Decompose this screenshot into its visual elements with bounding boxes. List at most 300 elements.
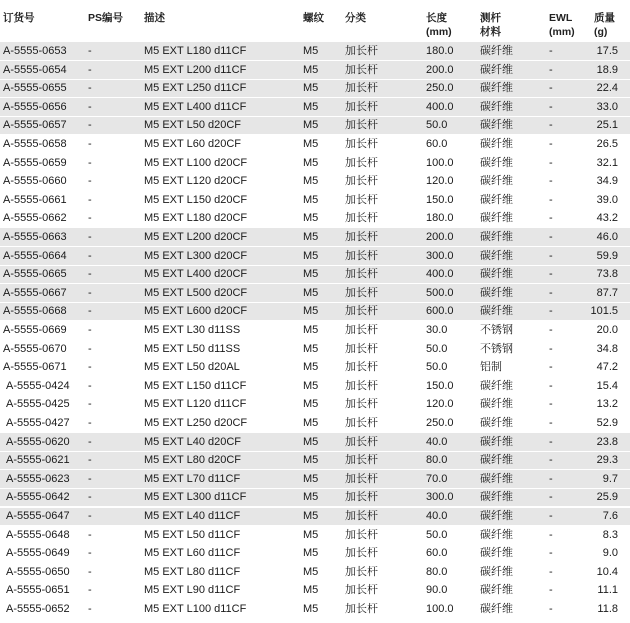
mass-cell: 23.8 [596, 435, 618, 448]
length-cell: 50.0 [426, 361, 448, 374]
order-no-cell: A-5555-0655 [3, 82, 67, 95]
length-cell: 60.0 [426, 138, 448, 150]
material-cell: 碳纤维 [480, 119, 513, 132]
mass-cell: 87.7 [596, 286, 618, 299]
thread-cell: M5 [303, 193, 319, 206]
header-length: 长度 [426, 12, 447, 24]
thread-cell: M5 [303, 379, 319, 392]
description-cell: M5 EXT L80 d11CF [144, 565, 241, 578]
order-no-cell: A-5555-0620 [6, 435, 70, 448]
length-cell: 300.0 [426, 491, 454, 504]
ps-no-cell: - [88, 472, 92, 485]
category-cell: 加长杆 [345, 175, 378, 188]
table-row [0, 321, 630, 339]
order-no-cell: A-5555-0667 [3, 286, 67, 299]
row-divider [0, 488, 630, 489]
length-cell: 200.0 [426, 231, 454, 243]
category-cell: 加长杆 [345, 156, 378, 169]
table-row [0, 526, 630, 544]
thread-cell: M5 [303, 528, 319, 541]
table-row [0, 433, 630, 451]
header-length-unit: (mm) [426, 26, 452, 38]
category-cell: 加长杆 [345, 268, 378, 281]
ps-no-cell: - [88, 565, 92, 578]
mass-cell: 20.0 [596, 324, 618, 336]
mass-cell: 34.9 [596, 175, 618, 188]
ewl-cell: - [549, 82, 553, 95]
thread-cell: M5 [303, 100, 319, 113]
description-cell: M5 EXT L50 d11SS [144, 342, 241, 355]
description-cell: M5 EXT L180 d11CF [144, 45, 247, 57]
order-no-cell: A-5555-0658 [3, 138, 67, 150]
order-no-cell: A-5555-0642 [6, 491, 70, 504]
ps-no-cell: - [88, 435, 92, 448]
thread-cell: M5 [303, 547, 319, 560]
order-no-cell: A-5555-0657 [3, 119, 67, 132]
ewl-cell: - [549, 361, 553, 374]
thread-cell: M5 [303, 565, 319, 578]
table-row [0, 600, 630, 618]
table-row [0, 581, 630, 599]
material-cell: 碳纤维 [480, 175, 513, 188]
material-cell: 碳纤维 [480, 510, 513, 522]
thread-cell: M5 [303, 63, 319, 76]
description-cell: M5 EXT L150 d20CF [144, 193, 248, 206]
ps-no-cell: - [88, 193, 92, 206]
mass-cell: 26.5 [596, 138, 618, 150]
ewl-cell: - [549, 138, 553, 150]
category-cell: 加长杆 [345, 138, 378, 150]
material-cell: 碳纤维 [480, 249, 513, 262]
description-cell: M5 EXT L250 d20CF [144, 417, 248, 429]
description-cell: M5 EXT L400 d20CF [144, 268, 248, 281]
table-row [0, 414, 630, 432]
mass-cell: 9.7 [602, 472, 618, 485]
thread-cell: M5 [303, 324, 319, 336]
header-ewl: EWL [549, 12, 573, 24]
ewl-cell: - [549, 435, 553, 448]
order-no-cell: A-5555-0648 [6, 528, 70, 541]
description-cell: M5 EXT L200 d11CF [144, 63, 247, 76]
thread-cell: M5 [303, 231, 319, 243]
description-cell: M5 EXT L120 d11CF [144, 398, 247, 411]
thread-cell: M5 [303, 361, 319, 374]
ewl-cell: - [549, 305, 553, 318]
header-ps-no: PS编号 [88, 12, 124, 24]
material-cell: 不锈钢 [480, 324, 513, 336]
description-cell: M5 EXT L50 d20AL [144, 361, 240, 374]
length-cell: 80.0 [426, 565, 448, 578]
category-cell: 加长杆 [345, 379, 378, 392]
mass-cell: 39.0 [596, 193, 618, 206]
length-cell: 300.0 [426, 249, 454, 262]
length-cell: 50.0 [426, 119, 448, 132]
category-cell: 加长杆 [345, 528, 378, 541]
material-cell: 铝制 [480, 361, 502, 374]
ewl-cell: - [549, 193, 553, 206]
thread-cell: M5 [303, 286, 319, 299]
table-row [0, 135, 630, 153]
ps-no-cell: - [88, 119, 92, 132]
ewl-cell: - [549, 286, 553, 299]
ewl-cell: - [549, 454, 553, 467]
category-cell: 加长杆 [345, 584, 378, 597]
length-cell: 400.0 [426, 268, 454, 281]
thread-cell: M5 [303, 454, 319, 467]
order-no-cell: A-5555-0650 [6, 565, 70, 578]
mass-cell: 29.3 [596, 454, 618, 467]
thread-cell: M5 [303, 603, 319, 615]
description-cell: M5 EXT L600 d20CF [144, 305, 248, 318]
table-row [0, 209, 630, 227]
table-row [0, 395, 630, 413]
ewl-cell: - [549, 100, 553, 113]
material-cell: 碳纤维 [480, 584, 513, 597]
length-cell: 180.0 [426, 45, 454, 57]
mass-cell: 46.0 [596, 231, 618, 243]
row-divider [0, 283, 630, 284]
length-cell: 150.0 [426, 193, 454, 206]
category-cell: 加长杆 [345, 361, 378, 374]
category-cell: 加长杆 [345, 454, 378, 467]
length-cell: 600.0 [426, 305, 454, 318]
material-cell: 碳纤维 [480, 82, 513, 95]
mass-cell: 101.5 [590, 305, 618, 318]
order-no-cell: A-5555-0621 [6, 454, 70, 467]
mass-cell: 22.4 [596, 82, 618, 95]
description-cell: M5 EXT L150 d11CF [144, 379, 247, 392]
mass-cell: 18.9 [596, 63, 618, 76]
length-cell: 120.0 [426, 175, 454, 188]
ewl-cell: - [549, 417, 553, 429]
row-divider [0, 469, 630, 470]
ps-no-cell: - [88, 454, 92, 467]
row-divider [0, 60, 630, 61]
table-row [0, 377, 630, 395]
mass-cell: 32.1 [596, 156, 618, 169]
length-cell: 180.0 [426, 212, 454, 225]
header-order-no: 订货号 [3, 12, 35, 24]
table-row [0, 191, 630, 209]
mass-cell: 15.4 [596, 379, 618, 392]
material-cell: 碳纤维 [480, 565, 513, 578]
category-cell: 加长杆 [345, 119, 378, 132]
row-divider [0, 116, 630, 117]
ps-no-cell: - [88, 547, 92, 560]
description-cell: M5 EXT L250 d11CF [144, 82, 247, 95]
thread-cell: M5 [303, 175, 319, 188]
material-cell: 碳纤维 [480, 435, 513, 448]
order-no-cell: A-5555-0660 [3, 175, 67, 188]
mass-cell: 25.1 [596, 119, 618, 132]
description-cell: M5 EXT L70 d11CF [144, 472, 241, 485]
length-cell: 40.0 [426, 435, 448, 448]
ewl-cell: - [549, 528, 553, 541]
material-cell: 碳纤维 [480, 417, 513, 429]
length-cell: 150.0 [426, 379, 454, 392]
description-cell: M5 EXT L200 d20CF [144, 231, 248, 243]
ewl-cell: - [549, 268, 553, 281]
material-cell: 碳纤维 [480, 268, 513, 281]
ps-no-cell: - [88, 100, 92, 113]
material-cell: 碳纤维 [480, 138, 513, 150]
ps-no-cell: - [88, 361, 92, 374]
table-row [0, 302, 630, 320]
ps-no-cell: - [88, 603, 92, 615]
category-cell: 加长杆 [345, 286, 378, 299]
category-cell: 加长杆 [345, 231, 378, 243]
material-cell: 碳纤维 [480, 212, 513, 225]
ewl-cell: - [549, 324, 553, 336]
order-no-cell: A-5555-0654 [3, 63, 67, 76]
material-cell: 碳纤维 [480, 547, 513, 560]
length-cell: 200.0 [426, 63, 454, 76]
mass-cell: 17.5 [596, 45, 618, 57]
material-cell: 碳纤维 [480, 603, 513, 615]
header-stylus-material-2: 材料 [480, 26, 501, 38]
ps-no-cell: - [88, 249, 92, 262]
table-row [0, 470, 630, 488]
thread-cell: M5 [303, 305, 319, 318]
length-cell: 250.0 [426, 82, 454, 95]
category-cell: 加长杆 [345, 212, 378, 225]
ps-no-cell: - [88, 584, 92, 597]
length-cell: 250.0 [426, 417, 454, 429]
table-row [0, 358, 630, 376]
category-cell: 加长杆 [345, 435, 378, 448]
category-cell: 加长杆 [345, 398, 378, 411]
category-cell: 加长杆 [345, 193, 378, 206]
order-no-cell: A-5555-0671 [3, 361, 67, 374]
ewl-cell: - [549, 603, 553, 615]
thread-cell: M5 [303, 472, 319, 485]
ps-no-cell: - [88, 342, 92, 355]
mass-cell: 11.1 [597, 584, 618, 597]
ps-no-cell: - [88, 286, 92, 299]
thread-cell: M5 [303, 212, 319, 225]
table-row [0, 247, 630, 265]
table-row [0, 98, 630, 116]
ps-no-cell: - [88, 305, 92, 318]
table-row [0, 563, 630, 581]
mass-cell: 33.0 [596, 100, 618, 113]
mass-cell: 43.2 [596, 212, 618, 225]
category-cell: 加长杆 [345, 82, 378, 95]
length-cell: 40.0 [426, 510, 448, 522]
thread-cell: M5 [303, 119, 319, 132]
row-divider [0, 265, 630, 266]
order-no-cell: A-5555-0653 [3, 45, 67, 57]
description-cell: M5 EXT L180 d20CF [144, 212, 248, 225]
header-ewl-unit: (mm) [549, 26, 575, 38]
ewl-cell: - [549, 119, 553, 132]
ps-no-cell: - [88, 491, 92, 504]
thread-cell: M5 [303, 435, 319, 448]
mass-cell: 11.8 [597, 603, 618, 615]
material-cell: 碳纤维 [480, 193, 513, 206]
thread-cell: M5 [303, 249, 319, 262]
description-cell: M5 EXT L30 d11SS [144, 324, 241, 336]
mass-cell: 9.0 [602, 547, 618, 560]
table-header [0, 0, 630, 42]
length-cell: 30.0 [426, 324, 448, 336]
order-no-cell: A-5555-0669 [3, 324, 67, 336]
material-cell: 碳纤维 [480, 45, 513, 57]
length-cell: 100.0 [426, 603, 454, 615]
mass-cell: 10.4 [596, 565, 618, 578]
thread-cell: M5 [303, 417, 319, 429]
material-cell: 碳纤维 [480, 63, 513, 76]
row-divider [0, 79, 630, 80]
description-cell: M5 EXT L60 d11CF [144, 547, 241, 560]
ps-no-cell: - [88, 175, 92, 188]
order-no-cell: A-5555-0670 [3, 342, 67, 355]
category-cell: 加长杆 [345, 342, 378, 355]
thread-cell: M5 [303, 45, 319, 57]
material-cell: 碳纤维 [480, 100, 513, 113]
description-cell: M5 EXT L300 d20CF [144, 249, 248, 262]
thread-cell: M5 [303, 156, 319, 169]
category-cell: 加长杆 [345, 491, 378, 504]
ewl-cell: - [549, 547, 553, 560]
order-no-cell: A-5555-0425 [6, 398, 70, 411]
description-cell: M5 EXT L100 d11CF [144, 603, 247, 615]
material-cell: 碳纤维 [480, 286, 513, 299]
description-cell: M5 EXT L500 d20CF [144, 286, 248, 299]
length-cell: 100.0 [426, 156, 454, 169]
table-row [0, 544, 630, 562]
category-cell: 加长杆 [345, 510, 378, 522]
table-row [0, 488, 630, 506]
mass-cell: 47.2 [596, 361, 618, 374]
ewl-cell: - [549, 398, 553, 411]
ps-no-cell: - [88, 45, 92, 57]
ps-no-cell: - [88, 231, 92, 243]
header-thread: 螺纹 [303, 12, 324, 24]
table-row [0, 42, 630, 60]
category-cell: 加长杆 [345, 417, 378, 429]
order-no-cell: A-5555-0663 [3, 231, 67, 243]
table-row [0, 79, 630, 97]
length-cell: 400.0 [426, 100, 454, 113]
table-row [0, 116, 630, 134]
ps-no-cell: - [88, 379, 92, 392]
material-cell: 碳纤维 [480, 231, 513, 243]
category-cell: 加长杆 [345, 100, 378, 113]
ewl-cell: - [549, 45, 553, 57]
ewl-cell: - [549, 156, 553, 169]
order-no-cell: A-5555-0652 [6, 603, 70, 615]
thread-cell: M5 [303, 268, 319, 281]
material-cell: 碳纤维 [480, 528, 513, 541]
length-cell: 50.0 [426, 528, 448, 541]
ps-no-cell: - [88, 398, 92, 411]
mass-cell: 8.3 [602, 528, 618, 541]
length-cell: 90.0 [426, 584, 448, 597]
order-no-cell: A-5555-0647 [6, 510, 70, 522]
thread-cell: M5 [303, 510, 319, 522]
table-row [0, 451, 630, 469]
ewl-cell: - [549, 212, 553, 225]
table-row [0, 154, 630, 172]
mass-cell: 13.2 [596, 398, 618, 411]
order-no-cell: A-5555-0656 [3, 100, 67, 113]
category-cell: 加长杆 [345, 565, 378, 578]
category-cell: 加长杆 [345, 547, 378, 560]
table-row [0, 284, 630, 302]
length-cell: 60.0 [426, 547, 448, 560]
order-no-cell: A-5555-0665 [3, 268, 67, 281]
length-cell: 120.0 [426, 398, 454, 411]
order-no-cell: A-5555-0662 [3, 212, 67, 225]
material-cell: 碳纤维 [480, 305, 513, 318]
length-cell: 500.0 [426, 286, 454, 299]
material-cell: 碳纤维 [480, 491, 513, 504]
ewl-cell: - [549, 175, 553, 188]
ps-no-cell: - [88, 324, 92, 336]
thread-cell: M5 [303, 584, 319, 597]
description-cell: M5 EXT L60 d20CF [144, 138, 242, 150]
ps-no-cell: - [88, 212, 92, 225]
material-cell: 碳纤维 [480, 454, 513, 467]
description-cell: M5 EXT L100 d20CF [144, 156, 248, 169]
table-row [0, 172, 630, 190]
ewl-cell: - [549, 63, 553, 76]
order-no-cell: A-5555-0649 [6, 547, 70, 560]
order-no-cell: A-5555-0623 [6, 472, 70, 485]
header-stylus-material: 测杆 [480, 12, 501, 24]
table-row [0, 340, 630, 358]
material-cell: 不锈钢 [480, 342, 513, 355]
description-cell: M5 EXT L50 d11CF [144, 528, 241, 541]
ewl-cell: - [549, 491, 553, 504]
ewl-cell: - [549, 565, 553, 578]
mass-cell: 34.8 [596, 342, 618, 355]
row-divider [0, 302, 630, 303]
order-no-cell: A-5555-0651 [6, 584, 70, 597]
mass-cell: 73.8 [596, 268, 618, 281]
ps-no-cell: - [88, 156, 92, 169]
mass-cell: 7.6 [602, 510, 618, 522]
thread-cell: M5 [303, 138, 319, 150]
ps-no-cell: - [88, 417, 92, 429]
thread-cell: M5 [303, 491, 319, 504]
description-cell: M5 EXT L80 d20CF [144, 454, 242, 467]
row-divider [0, 451, 630, 452]
material-cell: 碳纤维 [480, 398, 513, 411]
ps-no-cell: - [88, 528, 92, 541]
ewl-cell: - [549, 379, 553, 392]
order-no-cell: A-5555-0661 [3, 193, 67, 206]
category-cell: 加长杆 [345, 603, 378, 615]
description-cell: M5 EXT L120 d20CF [144, 175, 248, 188]
order-no-cell: A-5555-0427 [6, 417, 70, 429]
ewl-cell: - [549, 231, 553, 243]
thread-cell: M5 [303, 342, 319, 355]
category-cell: 加长杆 [345, 45, 378, 57]
description-cell: M5 EXT L40 d20CF [144, 435, 242, 448]
order-no-cell: A-5555-0424 [6, 379, 70, 392]
description-cell: M5 EXT L40 d11CF [144, 510, 241, 522]
ps-no-cell: - [88, 268, 92, 281]
table-row [0, 61, 630, 79]
header-mass: 质量 [594, 12, 615, 24]
material-cell: 碳纤维 [480, 472, 513, 485]
row-divider [0, 246, 630, 247]
table-row [0, 228, 630, 246]
mass-cell: 52.9 [596, 417, 618, 429]
thread-cell: M5 [303, 398, 319, 411]
